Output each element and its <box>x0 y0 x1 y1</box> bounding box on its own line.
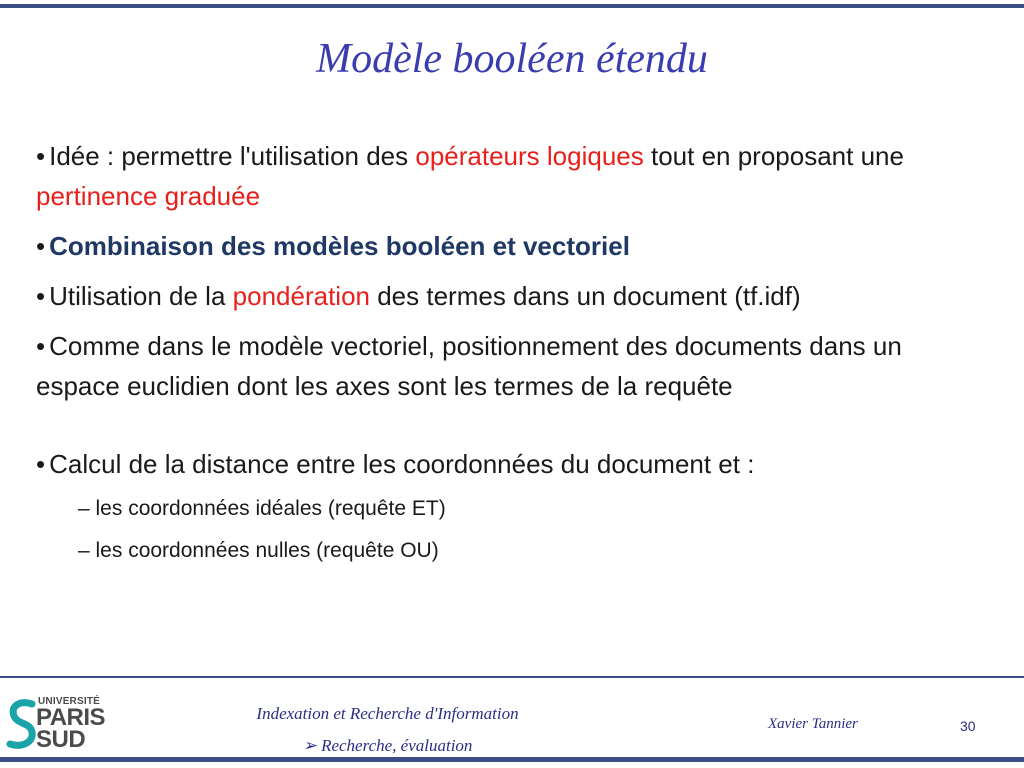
footer-divider <box>0 676 1024 678</box>
bullet-3 <box>36 276 986 316</box>
bullet-5-text: Calcul de la distance entre les coordonnées du document et : <box>49 449 755 479</box>
bullet-3-highlight-weighting: pondération <box>232 281 370 311</box>
bullet-3-suffix: des termes dans un document (tf.idf) <box>370 281 801 311</box>
bullet-dot: • <box>36 231 46 261</box>
page-number: 30 <box>960 718 976 734</box>
author-name: Xavier Tannier <box>768 716 858 732</box>
arrow-icon: ➢ <box>302 736 317 755</box>
bullet-2-text: Combinaison des modèles booléen et vectoriel <box>49 231 630 261</box>
bullet-1 <box>36 136 986 216</box>
course-title: Indexation et Recherche d'Information <box>256 704 519 723</box>
logo-line-universite: UNIVERSITÉ <box>38 696 101 707</box>
slide-title: Modèle booléen étendu <box>316 36 708 82</box>
slide-content <box>36 136 986 578</box>
spacer <box>36 416 986 444</box>
bottom-border-bar <box>0 757 1024 762</box>
sub-bullet-1: – les coordonnées idéales (requête ET) <box>78 497 446 520</box>
bullet-3-prefix: Utilisation de la <box>49 281 233 311</box>
bullet-1-prefix: Idée : permettre l'utilisation des <box>49 141 416 171</box>
bullet-dot: • <box>36 449 46 479</box>
logo-line-sud: SUD <box>36 726 86 753</box>
bullet-dot: • <box>36 331 46 361</box>
bullet-4-text: Comme dans le modèle vectoriel, positionnement des documents dans un espace euclidien dont les axes sont les termes de la requête <box>36 331 902 401</box>
university-logo <box>6 694 116 754</box>
bullet-dot: • <box>36 141 46 171</box>
bullet-1-middle: tout en proposant une <box>643 141 904 171</box>
bullet-1-highlight-relevance: pertinence graduée <box>36 181 261 211</box>
logo-s-icon <box>6 698 38 750</box>
logo-line-paris: PARIS <box>36 704 106 731</box>
footer-course-info <box>220 698 555 762</box>
bullet-2 <box>36 226 986 266</box>
bullet-dot: • <box>36 281 46 311</box>
bullet-1-highlight-operators: opérateurs logiques <box>415 141 644 171</box>
bullet-4 <box>36 326 986 406</box>
top-border-bar <box>0 4 1024 8</box>
bullet-5 <box>36 444 986 484</box>
sub-bullet-2: – les coordonnées nulles (requête OU) <box>78 539 439 562</box>
section-title: Recherche, évaluation <box>321 736 473 755</box>
